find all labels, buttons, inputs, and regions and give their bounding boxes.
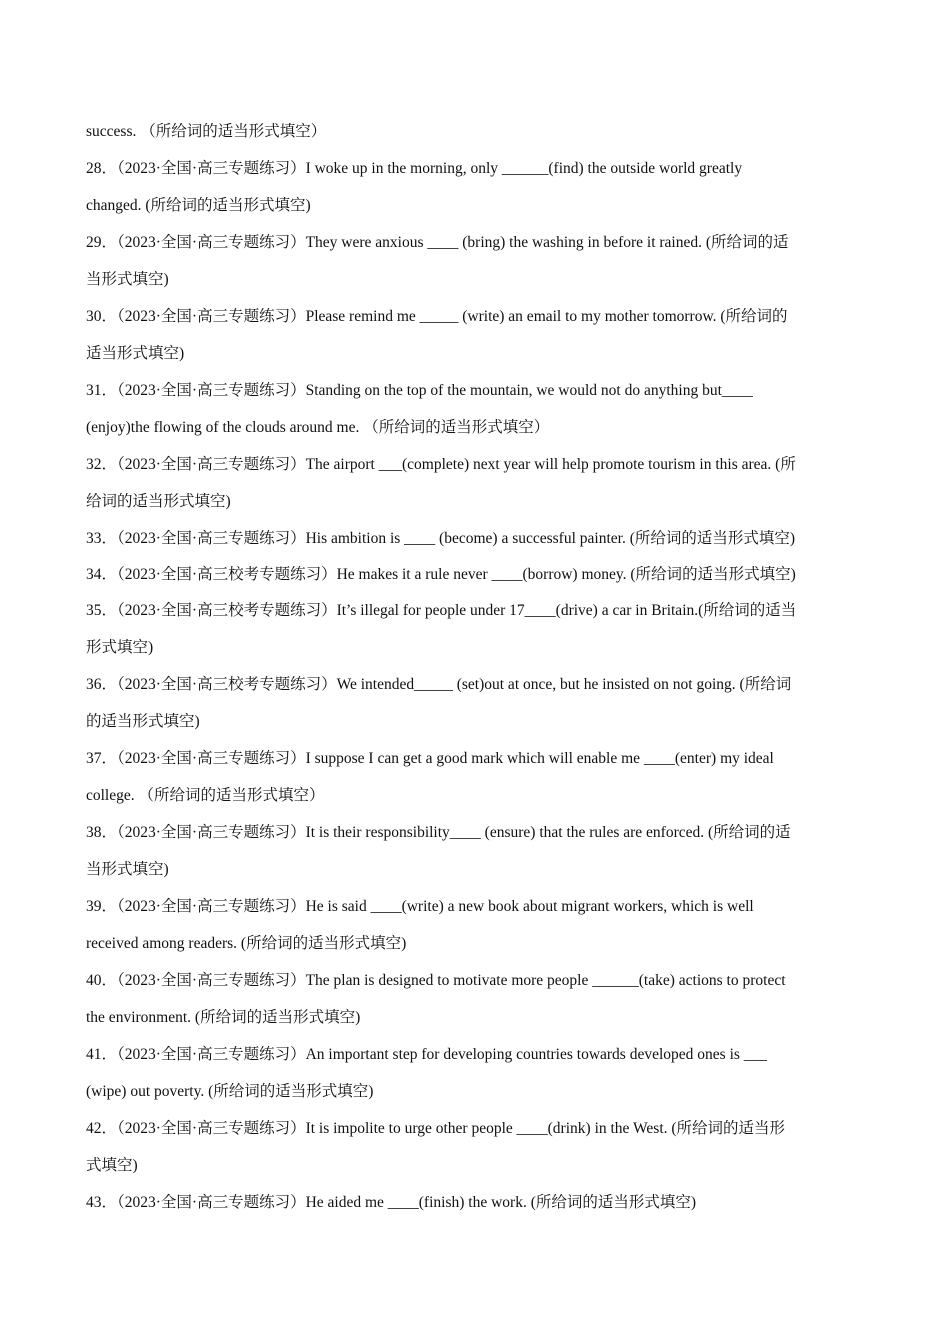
- question-29-line-1: 29．（2023·全国·高三专题练习）They were anxious ____ (bring) the washing in before it rained. (所给词的适: [86, 234, 789, 251]
- question-35-line-1: 35．（2023·全国·高三校考专题练习）It’s illegal for people under 17____(drive) a car in Britain.(所给词的适当: [86, 602, 797, 619]
- text-line: success. （所给词的适当形式填空）: [86, 123, 327, 140]
- question-34-line-1: 34．（2023·全国·高三校考专题练习）He makes it a rule never ____(borrow) money. (所给词的适当形式填空): [86, 566, 796, 583]
- question-41-line-1: 41．（2023·全国·高三专题练习）An important step for developing countries towards developed ones is ___: [86, 1046, 768, 1063]
- question-37-line-2: college. （所给词的适当形式填空）: [86, 787, 325, 804]
- question-32-line-1: 32．（2023·全国·高三专题练习）The airport ___(complete) next year will help promote tourism in this area. (所: [86, 456, 796, 473]
- question-32-line-2: 给词的适当形式填空): [86, 493, 231, 510]
- question-38-line-1: 38．（2023·全国·高三专题练习）It is their responsibility____ (ensure) that the rules are enforced. (所给词的适: [86, 824, 791, 841]
- question-42-line-1: 42．（2023·全国·高三专题练习）It is impolite to urge other people ____(drink) in the West. (所给词的适当形: [86, 1120, 786, 1137]
- question-28-line-2: changed. (所给词的适当形式填空): [86, 197, 311, 214]
- question-33-line-1: 33．（2023·全国·高三专题练习）His ambition is ____ (become) a successful painter. (所给词的适当形式填空): [86, 530, 796, 547]
- document-page: [86, 113, 876, 1221]
- question-28-line-1: 28．（2023·全国·高三专题练习）I woke up in the morning, only ______(find) the outside world greatly: [86, 160, 743, 177]
- question-38-line-2: 当形式填空): [86, 861, 169, 878]
- question-31-line-2: (enjoy)the flowing of the clouds around me. （所给词的适当形式填空）: [86, 419, 550, 436]
- question-30-line-2: 适当形式填空): [86, 345, 185, 362]
- question-35-line-2: 形式填空): [86, 639, 154, 656]
- question-31-line-1: 31．（2023·全国·高三专题练习）Standing on the top of the mountain, we would not do anything but____: [86, 382, 753, 399]
- question-36-line-2: 的适当形式填空): [86, 713, 200, 730]
- question-41-line-2: (wipe) out poverty. (所给词的适当形式填空): [86, 1083, 374, 1100]
- question-36-line-1: 36．（2023·全国·高三校考专题练习）We intended_____ (set)out at once, but he insisted on not going. (所给词: [86, 676, 792, 693]
- question-37-line-1: 37．（2023·全国·高三专题练习）I suppose I can get a good mark which will enable me ____(enter) my ideal: [86, 750, 774, 767]
- question-42-line-2: 式填空): [86, 1157, 138, 1174]
- question-40-line-2: the environment. (所给词的适当形式填空): [86, 1009, 361, 1026]
- question-30-line-1: 30．（2023·全国·高三专题练习）Please remind me _____ (write) an email to my mother tomorrow. (所给词的: [86, 308, 788, 325]
- question-39-line-1: 39．（2023·全国·高三专题练习）He is said ____(write) a new book about migrant workers, which is well: [86, 898, 754, 915]
- question-39-line-2: received among readers. (所给词的适当形式填空): [86, 935, 407, 952]
- question-40-line-1: 40．（2023·全国·高三专题练习）The plan is designed to motivate more people ______(take) actions to protect: [86, 972, 786, 989]
- question-43-line-1: 43．（2023·全国·高三专题练习）He aided me ____(finish) the work. (所给词的适当形式填空): [86, 1194, 697, 1211]
- question-29-line-2: 当形式填空): [86, 271, 169, 288]
